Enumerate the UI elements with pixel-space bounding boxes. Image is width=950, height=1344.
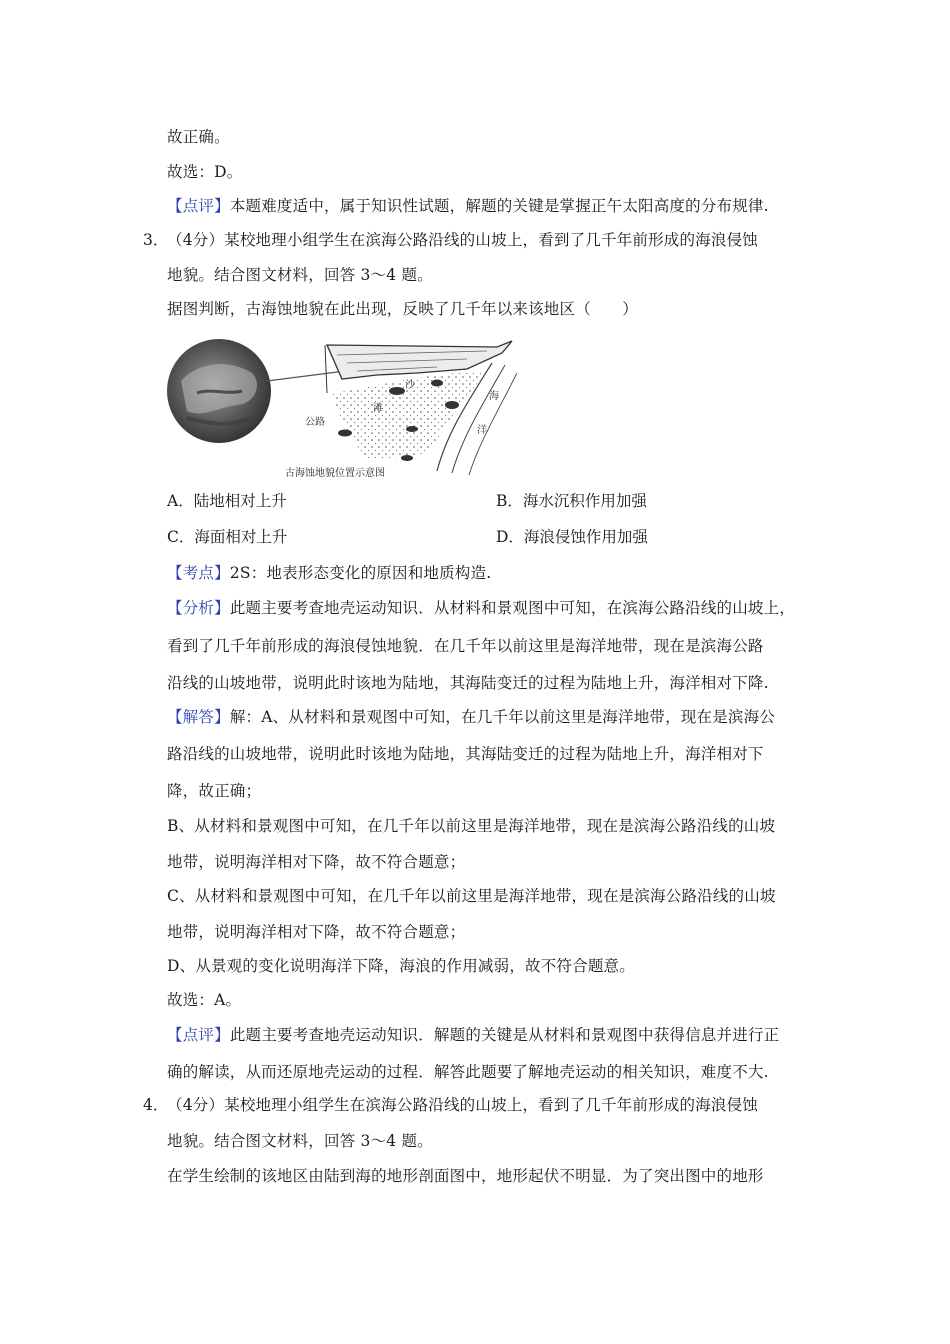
q3-stem-line1: （4分）某校地理小组学生在滨海公路沿线的山坡上，看到了几千年前形成的海浪侵蚀 xyxy=(167,231,758,249)
comment-tag: 【点评】 xyxy=(167,197,230,215)
q3-stem-line2: 地貌。结合图文材料，回答 3～4 题。 xyxy=(167,266,433,284)
jieda-line2: 路沿线的山坡地带，说明此时该地为陆地，其海陆变迁的过程为陆地上升，海洋相对下 xyxy=(167,745,764,763)
fenxi-line2: 看到了几千年前形成的海浪侵蚀地貌．在几千年以前这里是海洋地带，现在是滨海公路 xyxy=(167,637,764,655)
jieda-line4: B、从材料和景观图中可知，在几千年以前这里是海洋地带，现在是滨海公路沿线的山坡 xyxy=(167,817,776,835)
kaodian xyxy=(167,563,491,583)
dianping-text: 此题主要考查地壳运动知识．解题的关键是从材料和景观图中获得信息并进行正 xyxy=(229,1026,780,1044)
jieda-line5: 地带，说明海洋相对下降，故不符合题意； xyxy=(167,853,466,871)
dianping-line1 xyxy=(167,1025,779,1045)
jieda-line7: 地带，说明海洋相对下降，故不符合题意； xyxy=(167,923,466,941)
coastal-erosion-figure xyxy=(167,333,517,483)
jieda-tag: 【解答】 xyxy=(167,708,230,726)
kaodian-text: 2S：地表形态变化的原因和地质构造. xyxy=(229,564,492,582)
fenxi-text: 此题主要考查地壳运动知识．从材料和景观图中可知，在滨海公路沿线的山坡上， xyxy=(229,599,796,617)
label-road: 公路 xyxy=(305,417,325,428)
option-c[interactable]: C．海面相对上升 xyxy=(167,528,288,546)
figure-caption: 古海蚀地貌位置示意图 xyxy=(285,468,385,479)
kaodian-tag: 【考点】 xyxy=(167,564,230,582)
fenxi-line3: 沿线的山坡地带，说明此时该地为陆地，其海陆变迁的过程为陆地上升，海洋相对下降. xyxy=(167,674,769,692)
q4-stem-line2: 地貌。结合图文材料，回答 3～4 题。 xyxy=(167,1132,433,1150)
q2-comment xyxy=(167,196,769,216)
q2-tail-line: 故正确。 xyxy=(167,128,230,146)
label-sea-1: 海 xyxy=(489,391,499,402)
option-a[interactable]: A．陆地相对上升 xyxy=(167,492,287,510)
q4-stem-line1: （4分）某校地理小组学生在滨海公路沿线的山坡上，看到了几千年前形成的海浪侵蚀 xyxy=(167,1096,758,1114)
fenxi-tag: 【分析】 xyxy=(167,599,230,617)
option-d[interactable]: D．海浪侵蚀作用加强 xyxy=(496,528,648,546)
q2-answer: 故选：D。 xyxy=(167,163,243,181)
jieda-text: 解：A、从材料和景观图中可知，在几千年以前这里是海洋地带，现在是滨海公 xyxy=(229,708,776,726)
option-b[interactable]: B．海水沉积作用加强 xyxy=(496,492,647,510)
jieda-line1 xyxy=(167,707,775,727)
jieda-line3: 降，故正确； xyxy=(167,782,262,800)
label-beach-1: 沙 xyxy=(405,380,415,391)
comment-text: 本题难度适中，属于知识性试题，解题的关键是掌握正午太阳高度的分布规律. xyxy=(229,197,769,215)
q3-answer: 故选：A。 xyxy=(167,991,242,1009)
dianping-tag: 【点评】 xyxy=(167,1026,230,1044)
q4-number: 4． xyxy=(143,1096,169,1114)
dianping-line2: 确的解读，从而还原地壳运动的过程．解答此题要了解地壳运动的相关知识，难度不大. xyxy=(167,1063,769,1081)
label-sea-2: 洋 xyxy=(477,425,487,436)
label-beach-2: 滩 xyxy=(373,403,383,414)
q3-question: 据图判断，古海蚀地貌在此出现，反映了几千年以来该地区（ ） xyxy=(167,300,639,318)
jieda-line8: D、从景观的变化说明海洋下降，海浪的作用减弱，故不符合题意。 xyxy=(167,957,635,975)
jieda-line6: C、从材料和景观图中可知，在几千年以前这里是海洋地带，现在是滨海公路沿线的山坡 xyxy=(167,887,776,905)
q3-number: 3． xyxy=(143,231,169,249)
q4-stem-line3: 在学生绘制的该地区由陆到海的地形剖面图中，地形起伏不明显．为了突出图中的地形 xyxy=(167,1167,764,1185)
fenxi-line1 xyxy=(167,598,795,618)
